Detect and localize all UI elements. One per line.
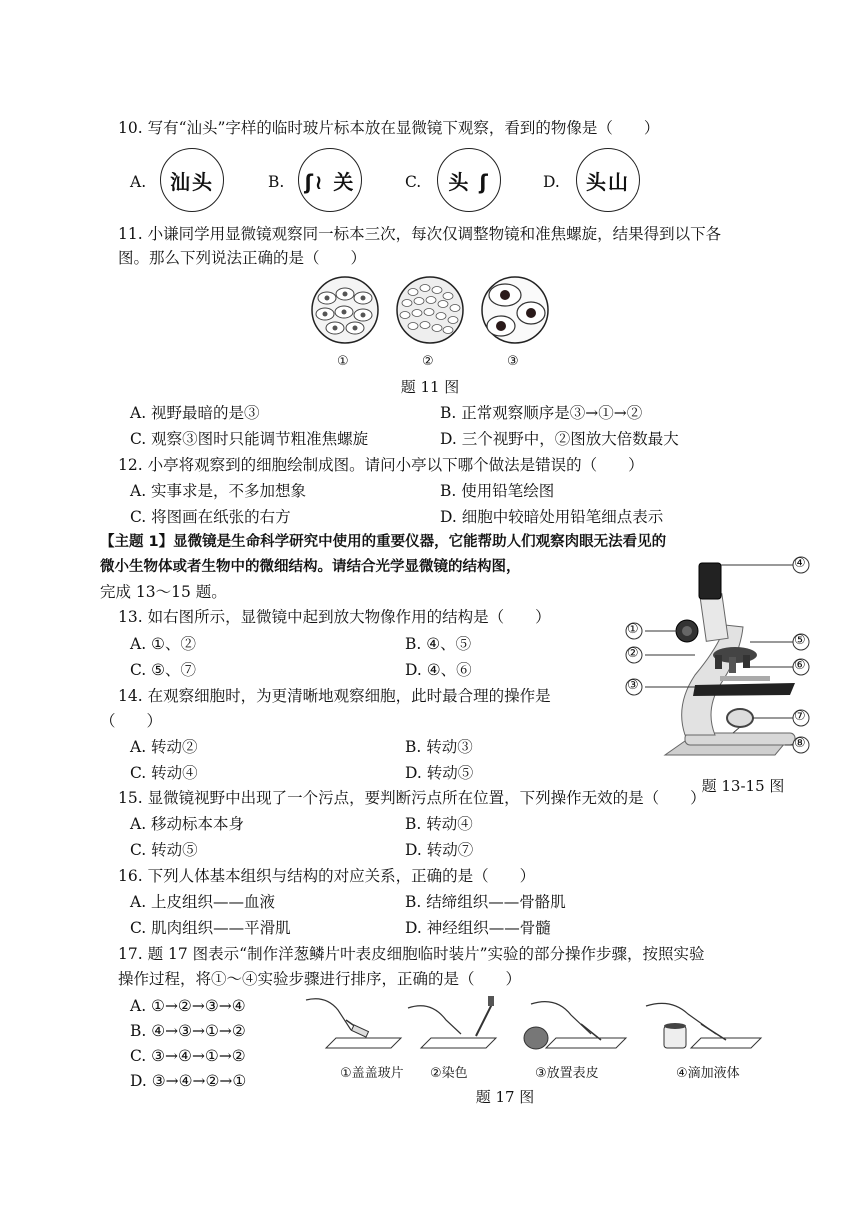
- q10-option-b-image: ʃ≀ 关: [298, 148, 362, 212]
- q11-option-a: A. 视野最暗的是③: [130, 404, 260, 422]
- q12-stem: 12. 小亭将观察到的细胞绘制成图。请问小亭以下哪个做法是错误的（ ）: [118, 456, 644, 474]
- q12-option-a: A. 实事求是，不多加想象: [130, 482, 307, 500]
- q13-option-a: A. ①、②: [130, 635, 196, 653]
- q17-option-a: A. ①→②→③→④: [130, 997, 246, 1015]
- q11-option-d: D. 三个视野中，②图放大倍数最大: [440, 430, 679, 448]
- q17-option-c: C. ③→④→①→②: [130, 1047, 246, 1065]
- q11-view-1: [312, 277, 378, 343]
- q10-option-c-label: C.: [405, 173, 422, 191]
- q16-option-c: C. 肌肉组织——平滑肌: [130, 919, 291, 937]
- q14-option-a: A. 转动②: [130, 738, 198, 756]
- q10-option-c-image: 头 ʃ: [437, 148, 501, 212]
- q11-stem-line2: 图。那么下列说法正确的是（ ）: [118, 249, 367, 267]
- q17-step-2-illustration: [408, 996, 496, 1048]
- q11-view-2: [397, 277, 463, 343]
- q17-step-4-illustration: [646, 1003, 761, 1048]
- q11-fig-label-1: ①: [337, 354, 349, 369]
- q13-stem: 13. 如右图所示，显微镜中起到放大物像作用的结构是（ ）: [118, 608, 551, 626]
- q17-step-1-illustration: [306, 999, 401, 1048]
- q15-option-c: C. 转动⑤: [130, 841, 198, 859]
- q17-step-1-label: ①盖盖玻片: [340, 1066, 404, 1081]
- microscope-label-5: ⑤: [794, 633, 806, 648]
- q15-stem: 15. 显微镜视野中出现了一个污点，要判断污点所在位置，下列操作无效的是（ ）: [118, 789, 706, 807]
- q16-option-d: D. 神经组织——骨髓: [405, 919, 551, 937]
- q17-figure: [296, 990, 766, 1064]
- q15-option-b: B. 转动④: [405, 815, 473, 833]
- q15-option-a: A. 移动标本本身: [130, 815, 245, 833]
- microscope-label-2: ②: [627, 646, 639, 661]
- q14-option-b: B. 转动③: [405, 738, 473, 756]
- q10-option-d-label: D.: [543, 173, 560, 191]
- q10-option-d-image: 头山: [576, 148, 640, 212]
- microscope-label-1: ①: [627, 622, 639, 637]
- q10-option-b-label: B.: [268, 173, 285, 191]
- q14-stem-line1: 14. 在观察细胞时，为更清晰地观察细胞，此时最合理的操作是: [118, 687, 551, 705]
- q10-option-a-image: 汕头: [160, 148, 224, 212]
- microscope-caption: 题 13-15 图: [701, 777, 785, 795]
- q17-option-b: B. ④→③→①→②: [130, 1022, 246, 1040]
- q11-option-b: B. 正常观察顺序是③→①→②: [440, 404, 643, 422]
- q14-option-d: D. 转动⑤: [405, 764, 474, 782]
- q17-fig-caption: 题 17 图: [475, 1088, 535, 1106]
- q12-option-c: C. 将图画在纸张的右方: [130, 508, 291, 526]
- q16-option-b: B. 结缔组织——骨骼肌: [405, 893, 566, 911]
- topic1-line2: 微小生物体或者生物中的微细结构。请结合光学显微镜的结构图，: [100, 559, 521, 575]
- q11-fig-label-3: ③: [507, 354, 519, 369]
- q15-option-d: D. 转动⑦: [405, 841, 474, 859]
- microscope-figure: [625, 555, 820, 770]
- q17-stem-line1: 17. 题 17 图表示“制作洋葱鳞片叶表皮细胞临时装片”实验的部分操作步骤，按照实验: [118, 945, 705, 963]
- microscope-label-4: ④: [794, 556, 806, 571]
- q10-option-a-label: A.: [130, 173, 147, 191]
- microscope-label-7: ⑦: [794, 709, 806, 724]
- q11-stem-line1: 11. 小谦同学用显微镜观察同一标本三次，每次仅调整物镜和准焦螺旋，结果得到以下各: [118, 225, 722, 243]
- q11-fig-label-2: ②: [422, 354, 434, 369]
- q17-step-3-label: ③放置表皮: [535, 1066, 599, 1081]
- q11-fig-caption: 题 11 图: [400, 378, 460, 396]
- microscope-label-6: ⑥: [794, 658, 806, 673]
- q17-step-4-label: ④滴加液体: [676, 1066, 740, 1081]
- q17-step-2-label: ②染色: [430, 1066, 468, 1081]
- q16-option-a: A. 上皮组织——血液: [130, 893, 276, 911]
- microscope-label-8: ⑧: [794, 736, 806, 751]
- q11-option-c: C. 观察③图时只能调节粗准焦螺旋: [130, 430, 369, 448]
- q12-option-b: B. 使用铅笔绘图: [440, 482, 555, 500]
- q13-option-d: D. ④、⑥: [405, 661, 472, 679]
- q17-option-d: D. ③→④→②→①: [130, 1072, 247, 1090]
- q14-stem-line2: （ ）: [100, 712, 163, 730]
- topic1-line3: 完成 13～15 题。: [100, 583, 227, 601]
- q14-option-c: C. 转动④: [130, 764, 198, 782]
- microscope-label-3: ③: [627, 678, 639, 693]
- q12-option-d: D. 细胞中较暗处用铅笔细点表示: [440, 508, 664, 526]
- q13-option-c: C. ⑤、⑦: [130, 661, 197, 679]
- q11-view-3: [482, 277, 548, 343]
- topic1-line1: 【主题 1】显微镜是生命科学研究中使用的重要仪器，它能帮助人们观察肉眼无法看见的: [100, 534, 667, 550]
- q10-stem: 10. 写有“汕头”字样的临时玻片标本放在显微镜下观察，看到的物像是（ ）: [118, 119, 660, 137]
- q16-stem: 16. 下列人体基本组织与结构的对应关系，正确的是（ ）: [118, 867, 536, 885]
- q17-step-3-illustration: [524, 1002, 626, 1049]
- q13-option-b: B. ④、⑤: [405, 635, 472, 653]
- q17-stem-line2: 操作过程，将①～④实验步骤进行排序，正确的是（ ）: [118, 970, 522, 988]
